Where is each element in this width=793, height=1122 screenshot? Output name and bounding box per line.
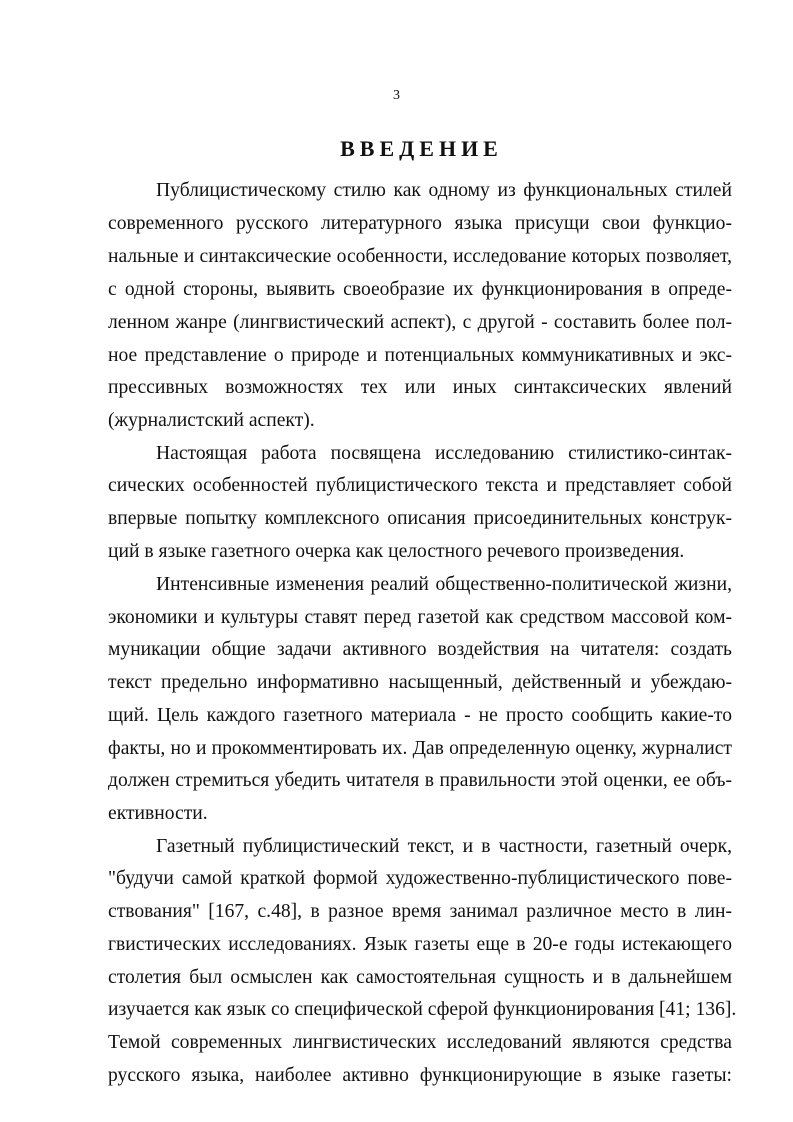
text-line: муникации общие задачи активного воздействия на читателя: создать <box>108 639 732 660</box>
text-line: текст предельно информативно насыщенный, действенный и убеждаю- <box>108 672 732 693</box>
text-line: ций в языке газетного очерка как целостного речевого произведения. <box>108 541 685 562</box>
text-line: щий. Цель каждого газетного материала - не просто сообщить какие-то <box>108 705 732 726</box>
text-line: Публицистическому стилю как одному из функциональных стилей <box>156 180 732 201</box>
text-line: Газетный публицистический текст, и в частности, газетный очерк, <box>156 836 732 857</box>
text-line: нальные и синтаксические особенности, исследование которых позволяет, <box>108 246 732 267</box>
text-line: Темой современных лингвистических исследований являются средства <box>108 1032 732 1053</box>
page-heading: ВВЕДЕНИЕ <box>340 136 503 161</box>
text-line: ствования" [167, с.48], в разное время занимал различное место в лин- <box>108 901 732 922</box>
text-line: ное представление о природе и потенциальных коммуникативных и экс- <box>108 345 732 366</box>
text-line: (журналистский аспект). <box>108 410 315 431</box>
text-line: ективности. <box>108 803 208 824</box>
page-number: 3 <box>393 88 400 103</box>
text-line: современного русского литературного языка присущи свои функцио- <box>108 213 732 234</box>
text-line: русского языка, наиболее активно функционирующие в языке газеты: <box>108 1065 732 1086</box>
text-line: впервые попытку комплексного описания присоединительных конструк- <box>108 508 732 529</box>
text-line: экономики и культуры ставят перед газетой как средством массовой ком- <box>108 607 732 628</box>
text-line: прессивных возможностях тех или иных синтаксических явлений <box>108 377 732 398</box>
text-line: должен стремиться убедить читателя в правильности этой оценки, ее объ- <box>108 770 732 791</box>
text-line: изучается как язык со специфической сферой функционирования [41; 136]. <box>108 999 737 1020</box>
text-line: Настоящая работа посвящена исследованию стилистико-синтак- <box>156 443 732 464</box>
text-line: с одной стороны, выявить своеобразие их функционирования в опреде- <box>108 279 732 300</box>
text-line: ленном жанре (лингвистический аспект), с другой - составить более пол- <box>108 312 732 333</box>
text-line: "будучи самой краткой формой художественно-публицистического пове- <box>108 868 732 889</box>
text-line: факты, но и прокомментировать их. Дав определенную оценку, журналист <box>108 738 732 759</box>
text-line: столетия был осмыслен как самостоятельная сущность и в дальнейшем <box>108 967 732 988</box>
text-line: Интенсивные изменения реалий общественно-политической жизни, <box>156 574 732 595</box>
text-line: сических особенностей публицистического текста и представляет собой <box>108 475 732 496</box>
text-line: гвистических исследованиях. Язык газеты еще в 20-е годы истекающего <box>108 934 732 955</box>
